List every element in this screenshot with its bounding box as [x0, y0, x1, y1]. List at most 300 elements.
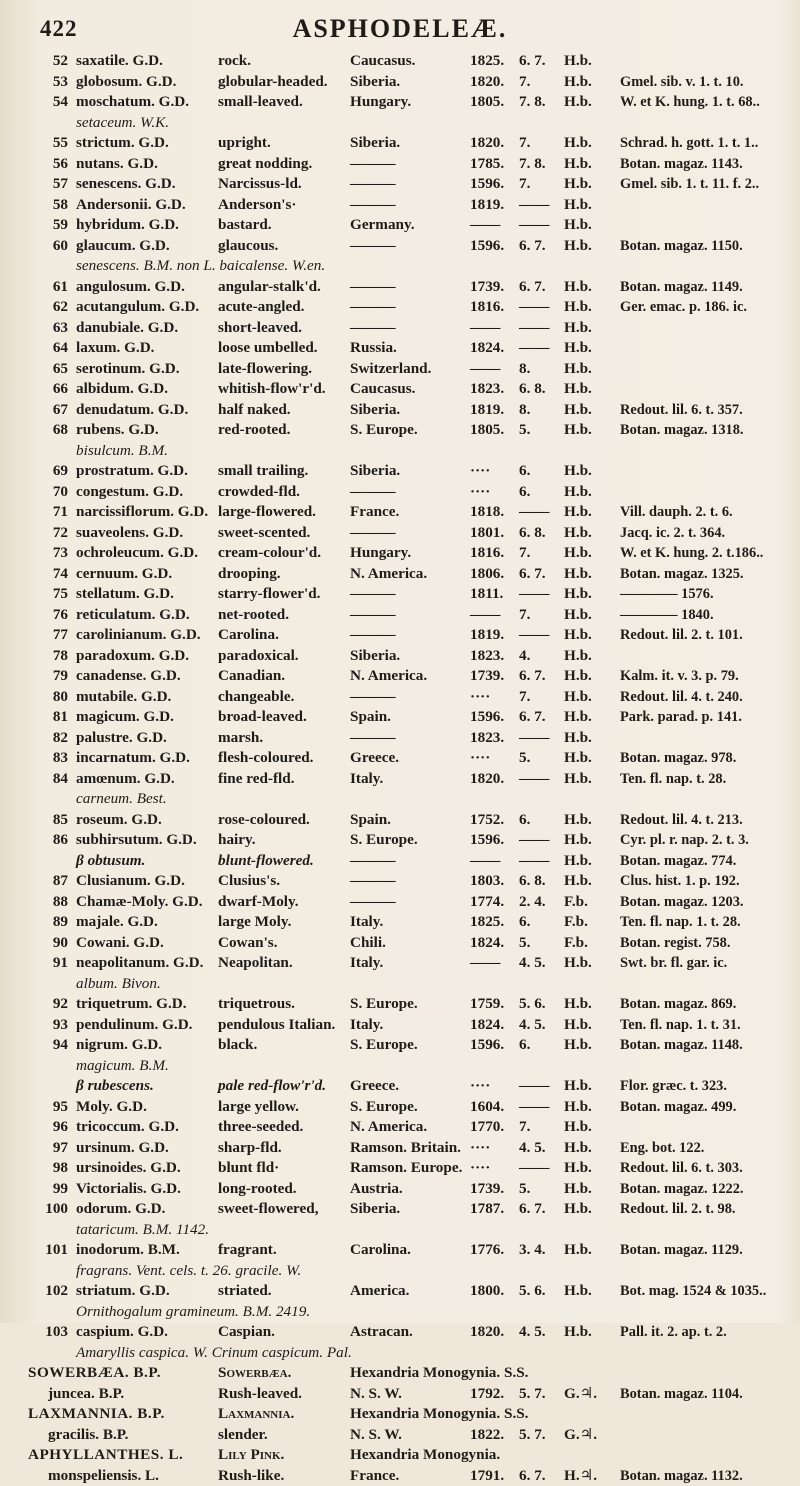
latin-name: canadense. G.D. — [76, 666, 181, 687]
habit-code: H.b. — [564, 154, 592, 175]
entry-number: 75 — [28, 584, 68, 605]
introduction-year: 1596. — [470, 236, 504, 257]
flowering-months: 5. 7. — [519, 1384, 546, 1405]
flowering-months: 4. 5. — [519, 1015, 546, 1036]
flowering-months: 7. 8. — [519, 154, 546, 175]
reference: Botan. magaz. 1129. — [620, 1240, 743, 1261]
native-country: ——— — [350, 625, 396, 646]
introduction-year: ···· — [470, 482, 490, 503]
english-name: small-leaved. — [218, 92, 303, 113]
synonym-text: fragrans. Vent. cels. t. 26. gracile. W. — [76, 1261, 301, 1282]
native-country: ——— — [350, 605, 396, 626]
entry-number: 60 — [28, 236, 68, 257]
entry-number: 95 — [28, 1097, 68, 1118]
english-name: triquetrous. — [218, 994, 295, 1015]
species-entry — [0, 461, 800, 482]
introduction-year: 1596. — [470, 707, 504, 728]
reference: W. et K. hung. 1. t. 68.. — [620, 92, 760, 113]
habit-code: F.b. — [564, 892, 588, 913]
habit-code: H.b. — [564, 851, 592, 872]
reference: Gmel. sib. 1. t. 11. f. 2.. — [620, 174, 759, 195]
flowering-months: 6. 7. — [519, 51, 546, 72]
introduction-year: 1596. — [470, 830, 504, 851]
introduction-year: 1825. — [470, 912, 504, 933]
english-name: large yellow. — [218, 1097, 299, 1118]
reference: Botan. magaz. 774. — [620, 851, 736, 872]
species-entry — [0, 400, 800, 421]
species-entry — [0, 1158, 800, 1179]
genus-english-name: Sowerbæa. — [218, 1363, 291, 1384]
species-entry — [0, 215, 800, 236]
latin-name: nutans. G.D. — [76, 154, 158, 175]
introduction-year: 1770. — [470, 1117, 504, 1138]
habit-code: H.b. — [564, 666, 592, 687]
genus-species-entry — [0, 1466, 800, 1486]
habit-code: H.b. — [564, 728, 592, 749]
habit-code: H.b. — [564, 1097, 592, 1118]
variety-entry — [0, 851, 800, 872]
english-name: broad-leaved. — [218, 707, 307, 728]
habit-code: H.b. — [564, 72, 592, 93]
habit-code: G.♃. — [564, 1425, 597, 1446]
reference: Pall. it. 2. ap. t. 2. — [620, 1322, 727, 1343]
native-country: Carolina. — [350, 1240, 411, 1261]
reference: Gmel. sib. v. 1. t. 10. — [620, 72, 744, 93]
english-name: upright. — [218, 133, 271, 154]
introduction-year: 1739. — [470, 666, 504, 687]
english-name: globular-headed. — [218, 72, 328, 93]
introduction-year: ···· — [470, 748, 490, 769]
flowering-months: —— — [519, 195, 549, 216]
habit-code: H.b. — [564, 195, 592, 216]
introduction-year: 1604. — [470, 1097, 504, 1118]
reference: Botan. magaz. 1104. — [620, 1384, 743, 1405]
english-name: rose-coloured. — [218, 810, 310, 831]
native-country: Siberia. — [350, 1199, 400, 1220]
synonym-text: magicum. B.M. — [76, 1056, 169, 1077]
synonym-line — [0, 974, 800, 995]
habit-code: H.♃. — [564, 1466, 597, 1486]
habit-code: H.b. — [564, 1015, 592, 1036]
english-name: angular-stalk'd. — [218, 277, 321, 298]
flowering-months: 2. 4. — [519, 892, 546, 913]
flowering-months: —— — [519, 1158, 549, 1179]
species-entry — [0, 564, 800, 585]
introduction-year: 1739. — [470, 277, 504, 298]
flowering-months: 6. 7. — [519, 666, 546, 687]
entry-number: 101 — [28, 1240, 68, 1261]
species-entry — [0, 154, 800, 175]
flowering-months: 6. — [519, 810, 530, 831]
english-name: whitish-flow'r'd. — [218, 379, 326, 400]
native-country: Switzerland. — [350, 359, 431, 380]
species-entry — [0, 482, 800, 503]
native-country: Chili. — [350, 933, 386, 954]
latin-name: majale. G.D. — [76, 912, 158, 933]
english-name: Neapolitan. — [218, 953, 293, 974]
reference: Redout. lil. 6. t. 357. — [620, 400, 743, 421]
latin-name: incarnatum. G.D. — [76, 748, 190, 769]
flowering-months: 6. 7. — [519, 277, 546, 298]
introduction-year: 1805. — [470, 92, 504, 113]
latin-name: pendulinum. G.D. — [76, 1015, 192, 1036]
entry-number: 82 — [28, 728, 68, 749]
species-entry — [0, 953, 800, 974]
habit-code: H.b. — [564, 953, 592, 974]
habit-code: H.b. — [564, 461, 592, 482]
latin-name: caspium. G.D. — [76, 1322, 168, 1343]
introduction-year: 1792. — [470, 1384, 504, 1405]
entry-number: 65 — [28, 359, 68, 380]
habit-code: H.b. — [564, 584, 592, 605]
flowering-months: —— — [519, 830, 549, 851]
entry-number: 71 — [28, 502, 68, 523]
native-country: ——— — [350, 297, 396, 318]
flowering-months: 5. — [519, 748, 530, 769]
introduction-year: 1820. — [470, 1322, 504, 1343]
english-name: long-rooted. — [218, 1179, 297, 1200]
introduction-year: —— — [470, 359, 500, 380]
introduction-year: —— — [470, 318, 500, 339]
species-entry — [0, 1035, 800, 1056]
introduction-year: 1596. — [470, 1035, 504, 1056]
genus-species-entry — [0, 1384, 800, 1405]
synonym-line — [0, 441, 800, 462]
native-country: S. Europe. — [350, 1035, 418, 1056]
native-country: S. Europe. — [350, 830, 418, 851]
latin-name: β obtusum. — [76, 851, 145, 872]
introduction-year: 1811. — [470, 584, 503, 605]
flowering-months: 6. — [519, 1035, 530, 1056]
english-name: sweet-flowered, — [218, 1199, 319, 1220]
english-name: large Moly. — [218, 912, 291, 933]
english-name: Caspian. — [218, 1322, 275, 1343]
latin-name: ursinum. G.D. — [76, 1138, 169, 1159]
habit-code: H.b. — [564, 297, 592, 318]
species-entry — [0, 502, 800, 523]
native-country: Hungary. — [350, 92, 411, 113]
english-name: marsh. — [218, 728, 263, 749]
latin-name: mutabile. G.D. — [76, 687, 171, 708]
habit-code: H.b. — [564, 1199, 592, 1220]
flowering-months: —— — [519, 851, 549, 872]
native-country: Russia. — [350, 338, 397, 359]
flowering-months: 7. — [519, 174, 530, 195]
introduction-year: 1819. — [470, 400, 504, 421]
entry-number: 97 — [28, 1138, 68, 1159]
synonym-text: Amaryllis caspica. W. Crinum caspicum. Pal. — [76, 1343, 352, 1364]
species-entry — [0, 420, 800, 441]
latin-name: cernuum. G.D. — [76, 564, 172, 585]
reference: Botan. magaz. 1325. — [620, 564, 744, 585]
entry-number: 57 — [28, 174, 68, 195]
flowering-months: 8. — [519, 400, 530, 421]
introduction-year: 1824. — [470, 933, 504, 954]
introduction-year: 1752. — [470, 810, 504, 831]
reference: Flor. græc. t. 323. — [620, 1076, 727, 1097]
native-country: N. S. W. — [350, 1425, 402, 1446]
flowering-months: 5. — [519, 1179, 530, 1200]
native-country: ——— — [350, 851, 396, 872]
reference: W. et K. hung. 2. t.186.. — [620, 543, 763, 564]
species-entry — [0, 195, 800, 216]
latin-name: paradoxum. G.D. — [76, 646, 189, 667]
reference: ———— 1840. — [620, 605, 714, 626]
latin-name: magicum. G.D. — [76, 707, 174, 728]
entry-number: 64 — [28, 338, 68, 359]
flowering-months: 6. — [519, 461, 530, 482]
english-name: rock. — [218, 51, 251, 72]
native-country: Greece. — [350, 748, 399, 769]
flowering-months: 7. 8. — [519, 92, 546, 113]
latin-name: prostratum. G.D. — [76, 461, 188, 482]
species-entry — [0, 277, 800, 298]
latin-name: ochroleucum. G.D. — [76, 543, 198, 564]
reference: Redout. lil. 2. t. 101. — [620, 625, 743, 646]
native-country: ——— — [350, 236, 396, 257]
flowering-months: 4. 5. — [519, 1138, 546, 1159]
species-entry — [0, 912, 800, 933]
latin-name: saxatile. G.D. — [76, 51, 163, 72]
latin-name: ursinoides. G.D. — [76, 1158, 181, 1179]
species-entry — [0, 359, 800, 380]
introduction-year: 1596. — [470, 174, 504, 195]
entry-number: 68 — [28, 420, 68, 441]
flowering-months: —— — [519, 584, 549, 605]
latin-name: laxum. G.D. — [76, 338, 154, 359]
native-country: ——— — [350, 482, 396, 503]
habit-code: H.b. — [564, 564, 592, 585]
native-country: Ramson. Europe. — [350, 1158, 462, 1179]
latin-name: odorum. G.D. — [76, 1199, 165, 1220]
habit-code: H.b. — [564, 1138, 592, 1159]
reference: Redout. lil. 2. t. 98. — [620, 1199, 736, 1220]
introduction-year: 1820. — [470, 72, 504, 93]
latin-name: nigrum. G.D. — [76, 1035, 162, 1056]
habit-code: H.b. — [564, 1179, 592, 1200]
habit-code: H.b. — [564, 236, 592, 257]
synonym-text: carneum. Best. — [76, 789, 167, 810]
habit-code: H.b. — [564, 1240, 592, 1261]
english-name: dwarf-Moly. — [218, 892, 299, 913]
latin-name: acutangulum. G.D. — [76, 297, 199, 318]
synonym-line — [0, 256, 800, 277]
habit-code: H.b. — [564, 1322, 592, 1343]
introduction-year: —— — [470, 215, 500, 236]
reference: Ten. fl. nap. t. 28. — [620, 769, 726, 790]
native-country: S. Europe. — [350, 420, 418, 441]
entry-number: 72 — [28, 523, 68, 544]
synonym-text: album. Bivon. — [76, 974, 161, 995]
synonym-line — [0, 1302, 800, 1323]
entry-number: 74 — [28, 564, 68, 585]
introduction-year: 1776. — [470, 1240, 504, 1261]
species-entry — [0, 523, 800, 544]
entry-number: 89 — [28, 912, 68, 933]
genus-english-name: Laxmannia. — [218, 1404, 294, 1425]
habit-code: H.b. — [564, 318, 592, 339]
flowering-months: 6. 8. — [519, 379, 546, 400]
entry-number: 91 — [28, 953, 68, 974]
native-country: ——— — [350, 174, 396, 195]
flowering-months: 6. 8. — [519, 523, 546, 544]
entry-number: 66 — [28, 379, 68, 400]
flowering-months: 6. — [519, 482, 530, 503]
native-country: Hungary. — [350, 543, 411, 564]
reference: Bot. mag. 1524 & 1035.. — [620, 1281, 766, 1302]
latin-name: albidum. G.D. — [76, 379, 168, 400]
english-name: late-flowering. — [218, 359, 312, 380]
entry-number: 67 — [28, 400, 68, 421]
native-country: Italy. — [350, 1015, 383, 1036]
english-name: sweet-scented. — [218, 523, 310, 544]
entry-number: 84 — [28, 769, 68, 790]
flowering-months: 5. — [519, 420, 530, 441]
entry-number: 73 — [28, 543, 68, 564]
synonym-text: bisulcum. B.M. — [76, 441, 168, 462]
latin-name: palustre. G.D. — [76, 728, 167, 749]
species-entry — [0, 1240, 800, 1261]
species-entry — [0, 892, 800, 913]
introduction-year: 1774. — [470, 892, 504, 913]
species-entry — [0, 728, 800, 749]
entry-number: 86 — [28, 830, 68, 851]
flowering-months: 3. 4. — [519, 1240, 546, 1261]
species-entry — [0, 830, 800, 851]
flowering-months: —— — [519, 625, 549, 646]
latin-name: juncea. B.P. — [48, 1384, 124, 1405]
habit-code: H.b. — [564, 1117, 592, 1138]
english-name: net-rooted. — [218, 605, 289, 626]
habit-code: H.b. — [564, 400, 592, 421]
species-entry — [0, 769, 800, 790]
latin-name: inodorum. B.M. — [76, 1240, 180, 1261]
latin-name: monspeliensis. L. — [48, 1466, 159, 1486]
latin-name: narcissiflorum. G.D. — [76, 502, 208, 523]
introduction-year: 1805. — [470, 420, 504, 441]
introduction-year: 1816. — [470, 543, 504, 564]
habit-code: H.b. — [564, 482, 592, 503]
linnaean-class: Hexandria Monogynia. S.S. — [350, 1363, 528, 1384]
reference: Cyr. pl. r. nap. 2. t. 3. — [620, 830, 749, 851]
habit-code: H.b. — [564, 338, 592, 359]
introduction-year: 1824. — [470, 1015, 504, 1036]
flowering-months: 6. 8. — [519, 871, 546, 892]
introduction-year: 1806. — [470, 564, 504, 585]
flowering-months: 6. — [519, 912, 530, 933]
habit-code: F.b. — [564, 933, 588, 954]
species-entry — [0, 1015, 800, 1036]
latin-name: striatum. G.D. — [76, 1281, 170, 1302]
flowering-months: 4. — [519, 646, 530, 667]
english-name: flesh-coloured. — [218, 748, 313, 769]
habit-code: H.b. — [564, 707, 592, 728]
linnaean-class: Hexandria Monogynia. S.S. — [350, 1404, 528, 1425]
english-name: Carolina. — [218, 625, 279, 646]
habit-code: H.b. — [564, 871, 592, 892]
reference: Vill. dauph. 2. t. 6. — [620, 502, 733, 523]
introduction-year: ···· — [470, 1158, 490, 1179]
species-entry — [0, 810, 800, 831]
page-title: ASPHODELEÆ. — [0, 14, 800, 44]
species-entry — [0, 1179, 800, 1200]
native-country: America. — [350, 1281, 409, 1302]
species-entry — [0, 297, 800, 318]
reference: Jacq. ic. 2. t. 364. — [620, 523, 725, 544]
genus-heading — [0, 1404, 800, 1425]
reference: Botan. magaz. 499. — [620, 1097, 736, 1118]
introduction-year: ···· — [470, 1138, 490, 1159]
genus-english-name: Lily Pink. — [218, 1445, 284, 1466]
habit-code: H.b. — [564, 646, 592, 667]
introduction-year: 1818. — [470, 502, 504, 523]
native-country: ——— — [350, 871, 396, 892]
entry-number: 62 — [28, 297, 68, 318]
english-name: blunt fld· — [218, 1158, 279, 1179]
flowering-months: —— — [519, 769, 549, 790]
latin-name: serotinum. G.D. — [76, 359, 180, 380]
reference: Botan. magaz. 1203. — [620, 892, 744, 913]
english-name: sharp-fld. — [218, 1138, 282, 1159]
synonym-line — [0, 113, 800, 134]
species-entry — [0, 338, 800, 359]
english-name: short-leaved. — [218, 318, 302, 339]
english-name: pendulous Italian. — [218, 1015, 335, 1036]
native-country: Siberia. — [350, 133, 400, 154]
page-number: 422 — [40, 16, 78, 42]
introduction-year: 1801. — [470, 523, 504, 544]
habit-code: H.b. — [564, 1281, 592, 1302]
latin-name: carolinianum. G.D. — [76, 625, 201, 646]
species-entry — [0, 1117, 800, 1138]
english-name: half naked. — [218, 400, 291, 421]
latin-name: senescens. G.D. — [76, 174, 176, 195]
native-country: ——— — [350, 523, 396, 544]
entry-number: 81 — [28, 707, 68, 728]
introduction-year: —— — [470, 605, 500, 626]
flowering-months: —— — [519, 728, 549, 749]
species-entry — [0, 933, 800, 954]
introduction-year: 1822. — [470, 1425, 504, 1446]
flowering-months: 7. — [519, 605, 530, 626]
species-entry — [0, 748, 800, 769]
native-country: Italy. — [350, 953, 383, 974]
english-name: slender. — [218, 1425, 268, 1446]
native-country: Astracan. — [350, 1322, 413, 1343]
native-country: Spain. — [350, 810, 391, 831]
english-name: striated. — [218, 1281, 272, 1302]
latin-name: β rubescens. — [76, 1076, 154, 1097]
species-entry — [0, 687, 800, 708]
habit-code: H.b. — [564, 830, 592, 851]
habit-code: H.b. — [564, 379, 592, 400]
entry-number: 69 — [28, 461, 68, 482]
english-name: Canadian. — [218, 666, 285, 687]
native-country: S. Europe. — [350, 994, 418, 1015]
flowering-months: 7. — [519, 687, 530, 708]
species-entry — [0, 584, 800, 605]
native-country: Siberia. — [350, 72, 400, 93]
genus-heading — [0, 1445, 800, 1466]
introduction-year: 1785. — [470, 154, 504, 175]
introduction-year: 1759. — [470, 994, 504, 1015]
genus-name: APHYLLANTHES. L. — [28, 1445, 183, 1466]
habit-code: G.♃. — [564, 1384, 597, 1405]
habit-code: H.b. — [564, 215, 592, 236]
native-country: Greece. — [350, 1076, 399, 1097]
flowering-months: 8. — [519, 359, 530, 380]
entry-number: 55 — [28, 133, 68, 154]
